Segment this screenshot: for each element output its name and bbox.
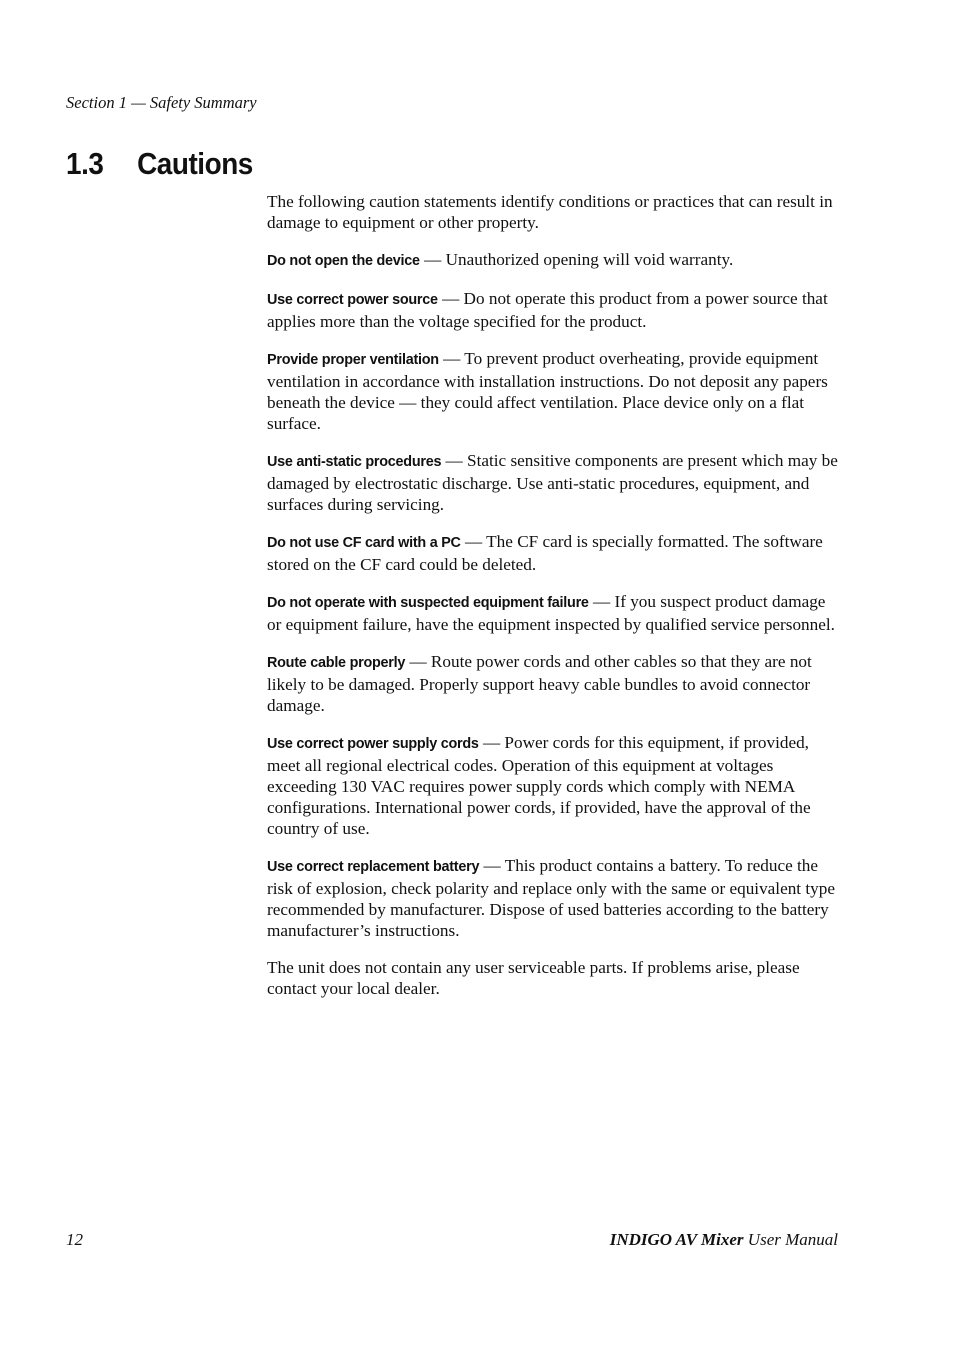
caution-label: Use correct power supply cords [267, 736, 479, 752]
caution-label: Use anti-static procedures [267, 454, 442, 470]
caution-text: — The CF card is specially formatted. The software stored on the CF card could be deleted. [267, 532, 823, 574]
caution-battery [267, 855, 839, 941]
caution-text: — Static sensitive components are present which may be damaged by electrostatic discharge. Use anti-static procedures, equipment, and surfaces during servicing. [267, 451, 838, 514]
running-head: Section 1 — Safety Summary [66, 93, 257, 112]
caution-route-cable [267, 651, 839, 716]
caution-label: Use correct power source [267, 292, 438, 308]
caution-label: Provide proper ventilation [267, 352, 439, 368]
caution-text: — Power cords for this equipment, if provided, meet all regional electrical codes. Operation of this equipment at voltages exceeding 130 VAC requires power supply cords which comply with NEMA configurations. International power cords, if provided, have the approval of the country of use. [267, 733, 811, 838]
caution-equipment-failure [267, 591, 839, 635]
doc-type: User Manual [743, 1230, 838, 1249]
caution-power-source [267, 288, 839, 332]
product-name: INDIGO AV Mixer [609, 1230, 744, 1249]
section-title: Cautions [137, 146, 253, 181]
closing-paragraph: The unit does not contain any user serviceable parts. If problems arise, please contact your local dealer. [267, 958, 800, 998]
caution-text: — To prevent product overheating, provide equipment ventilation in accordance with installation instructions. Do not deposit any papers beneath the device — they could affect ventilation. Place device only on a flat surface. [267, 349, 828, 433]
caution-text: — If you suspect product damage or equipment failure, have the equipment inspected by qualified service personnel. [267, 592, 835, 634]
caution-label: Do not use CF card with a PC [267, 535, 461, 551]
caution-cf-card [267, 531, 839, 575]
caution-text: — Do not operate this product from a power source that applies more than the voltage specified for the product. [267, 289, 828, 331]
body-text [267, 191, 839, 1015]
page-number: 12 [66, 1230, 83, 1249]
caution-label: Use correct replacement battery [267, 859, 480, 875]
section-number: 1.3 [66, 146, 104, 181]
caution-ventilation [267, 348, 839, 434]
intro-paragraph: The following caution statements identify conditions or practices that can result in damage to equipment or other property. [267, 192, 833, 232]
caution-text: — Route power cords and other cables so that they are not likely to be damaged. Properly support heavy cable bundles to avoid connector damage. [267, 652, 812, 715]
caution-label: Route cable properly [267, 655, 406, 671]
caution-text: — Unauthorized opening will void warranty. [419, 250, 734, 269]
caution-label: Do not operate with suspected equipment failure [267, 595, 589, 611]
caution-open-device [267, 249, 839, 272]
caution-anti-static [267, 450, 839, 515]
caution-text: — This product contains a battery. To reduce the risk of explosion, check polarity and replace only with the same or equivalent type recommended by manufacturer. Dispose of used batteries according to the battery manufacturer’s instructions. [267, 856, 835, 940]
section-heading [66, 144, 253, 184]
caution-power-cords [267, 732, 839, 839]
caution-label: Do not open the device [267, 253, 420, 269]
footer-title [610, 1229, 838, 1251]
